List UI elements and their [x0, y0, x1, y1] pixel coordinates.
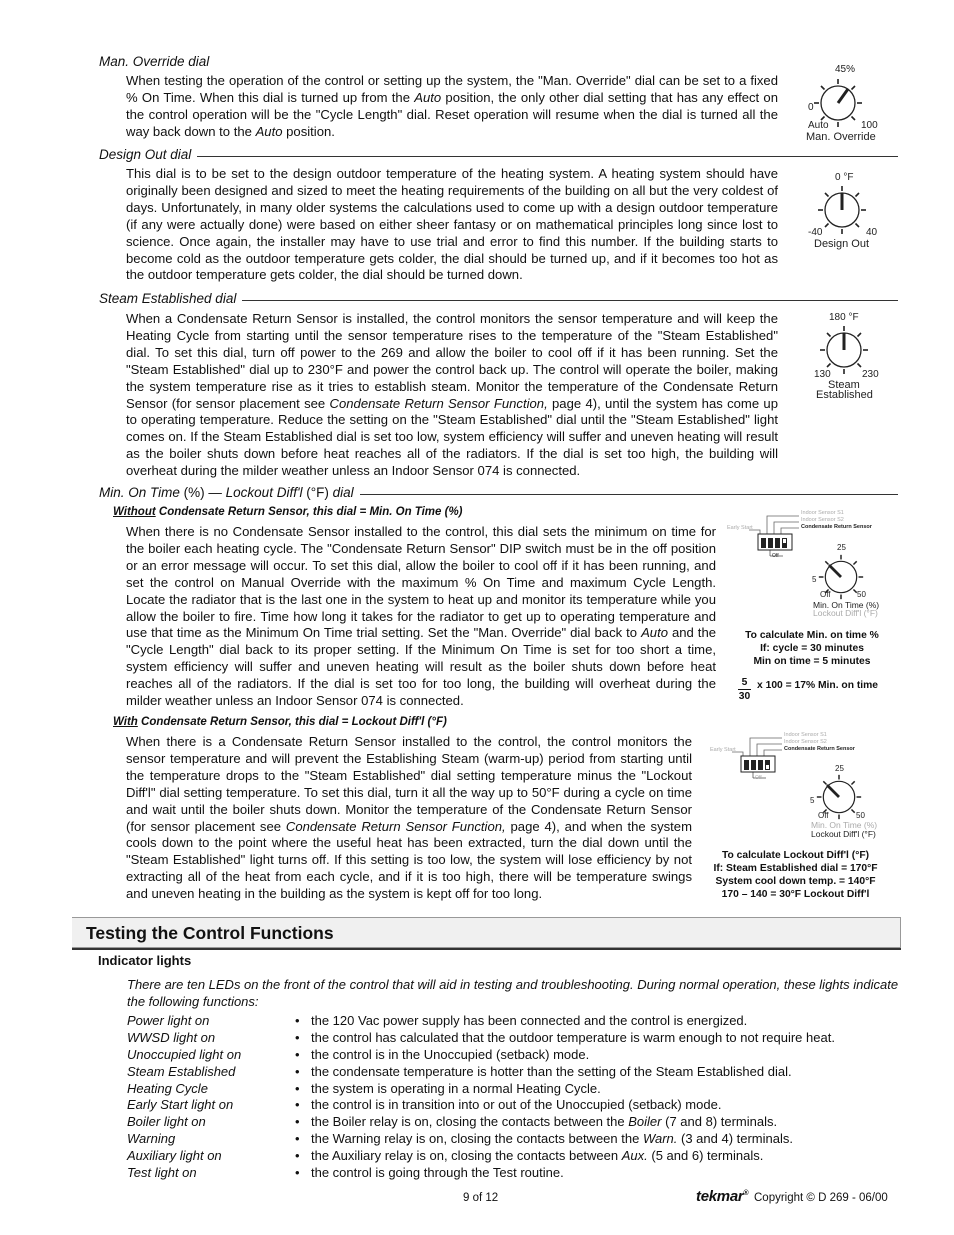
light-description: the system is operating in a normal Heating Cycle. [311, 1080, 601, 1096]
dial-auto-label: Auto [808, 120, 829, 131]
copyright: Copyright © D 269 - 06/00 [754, 1192, 888, 1204]
text: When there is no Condensate Sensor installed to the control, this dial sets the minimum on time for the boiler each heating cycle. The "Condensate Return Sensor" DIP switch must be in the off position or an error message will occur. To set this dial, allow the boiler to cool off if it has been running, and set the control on Manual Override with the maximum % On Time and maximum Cycle Length. Locate the radiator that is the last one in the system to heat up and monitor its temperature while you allow the boiler to fire. Time how long it takes for the radiator to get up to operating temperature and use that time as the Minimum On Time trial setting. Set the "Man. Override" dial back to [126, 524, 716, 641]
dial-off-label: Off [818, 811, 829, 820]
list-item [127, 1030, 835, 1047]
dip-label-s1: Indoor Sensor S1 [801, 510, 844, 516]
steam-established-heading-row [99, 291, 898, 306]
dial-name-line1: Min. On Time (%) [813, 600, 880, 610]
min-on-calculation [727, 629, 897, 668]
light-description: the control is in transition into or out of the Unoccupied (setback) mode. [311, 1097, 722, 1113]
text: (5 and 6) terminals. [647, 1148, 764, 1164]
text: and the "Cycle Length" dial back to its proper setting. If the Minimum On Time is set for too short a time, system efficiency will suffer and uneven heating will result as the boiler shuts down before heat reaches all of the radiators. If the dial is set too for too long, the building will overheat during the milder weather unless an Indoor Sensor 074 is connected. [126, 625, 717, 709]
bullet: • [295, 1013, 300, 1028]
light-description: the control has calculated that the outdoor temperature is warm enough to not require heat. [311, 1029, 835, 1045]
light-name: Warning [127, 1131, 176, 1147]
dial-right-label: 40 [866, 227, 878, 238]
dial-right-label: 230 [862, 369, 879, 380]
bullet: • [295, 1097, 300, 1113]
heading-part: Min. On Time [99, 485, 180, 500]
man-override-paragraph [126, 73, 778, 141]
light-name: Auxiliary light on [127, 1148, 222, 1164]
light-description [311, 1131, 793, 1148]
dial-name: Design Out [814, 238, 870, 250]
design-out-dial [816, 184, 868, 236]
reference-term: Condensate Return Sensor Function, [285, 818, 506, 834]
dip-label-off: Off [772, 553, 779, 559]
dial-name-line1: Steam [828, 379, 860, 391]
without-paragraph [126, 524, 716, 710]
dial-right-label: 100 [861, 120, 878, 131]
dial-left-label: 5 [810, 796, 815, 805]
terminal-term: Warn. [642, 1131, 678, 1147]
text: the Warning relay is on, closing the contacts between the [311, 1131, 643, 1147]
calc-line: To calculate Lockout Diff'l (°F) [721, 850, 870, 861]
section-bottom-rule [72, 948, 901, 950]
dip-label-crs: Condensate Return Sensor [784, 746, 855, 752]
text: Condensate Return Sensor, this dial = Min. On Time (%) [155, 506, 463, 518]
lockout-calculation [703, 849, 888, 901]
dial-top-label: 180 °F [829, 312, 859, 323]
text: the Auxiliary relay is on, closing the contacts between [311, 1148, 622, 1164]
text: (3 and 4) terminals. [677, 1131, 793, 1147]
list-item [127, 1013, 835, 1030]
list-item [127, 1131, 835, 1148]
bullet: • [295, 1063, 300, 1079]
indicator-lights-intro: There are ten LEDs on the front of the control that will aid in testing and troubleshooting. During normal operation, these lights indicate the following functions: [127, 977, 899, 1009]
dip-label-s2: Indoor Sensor S2 [784, 739, 827, 745]
light-description: the control is going through the Test routine. [311, 1165, 564, 1181]
light-name: Steam Established [127, 1063, 236, 1079]
light-name: WWSD light on [127, 1029, 216, 1045]
text: Condensate Return Sensor, this dial = Lockout Diff'l (°F) [137, 716, 447, 728]
registered-mark: ® [743, 1190, 749, 1197]
min-on-heading [99, 485, 360, 500]
underlined-term: Without [113, 506, 156, 518]
bullet: • [295, 1080, 300, 1096]
text: the Boiler relay is on, closing the contacts between the [311, 1114, 629, 1130]
text: position, the only other dial setting that has any effect on the control operation will be the "Cycle Length" dial. Reset operation will resume when the dial is turned all the way back down to the [126, 89, 778, 139]
dial-top-label: 0 °F [835, 172, 854, 183]
dial-name-line2: Lockout Diff'l (°F) [813, 608, 878, 618]
text: When a Condensate Return Sensor is installed, the control monitors the sensor temperature and will keep the Heating Cycle from starting until the sensor temperature rises to the temperature of the "Steam Established" dial. To set this dial, turn off power to the 269 and allow the boiler to cool off if it has been running. Set the "Steam Established" dial up to 230°F and power the control back up. The control will operate the boiler, making the system temperature rise as it tries to establish steam. Monitor the temperature of the Condensate Return Sensor (for sensor placement see [126, 311, 778, 411]
dial-left-label: 130 [814, 369, 831, 380]
dial-name-line2: Established [816, 389, 873, 401]
section-header-bar [72, 917, 901, 948]
without-subheading [113, 506, 463, 518]
text: position. [282, 123, 335, 139]
list-item [127, 1165, 835, 1182]
dial-name: Man. Override [806, 131, 876, 143]
dial-left-label: 5 [812, 575, 817, 584]
heading-rule [197, 156, 898, 157]
list-item [127, 1097, 835, 1114]
light-name: Heating Cycle [127, 1080, 208, 1096]
underlined-term: With [113, 716, 138, 728]
list-item [127, 1047, 835, 1064]
heading-part: (%) — [179, 485, 226, 500]
tekmar-logo [696, 1188, 748, 1205]
heading-rule [242, 300, 898, 301]
text: When there is a Condensate Return Sensor installed to the control, the control monitors the sensor temperature and will prevent the Establishing Steam (warm-up) period from starting until the temperature drops to the "Steam Established" dial setting temperature minus the "Lockout Diff'l" dial setting temperature. To set this dial, turn it all the way up to 50°F during a cycle on time and wait until the boiler shuts down. Monitor the temperature of the Condensate Return Sensor (for sensor placement see [126, 734, 692, 834]
light-name: Unoccupied light on [127, 1046, 242, 1062]
light-name: Early Start light on [127, 1097, 234, 1113]
logo-text: tekmar [696, 1188, 744, 1205]
heading-rule [360, 494, 898, 495]
man-override-heading-row [99, 54, 898, 69]
light-name: Boiler light on [127, 1114, 206, 1130]
list-item [127, 1148, 835, 1165]
light-description: the control is in the Unoccupied (setback) mode. [311, 1046, 590, 1062]
heading-part: dial [332, 485, 354, 500]
dial-right-label: 50 [857, 590, 866, 599]
text: page 4), and when the system cools down to the point where the useful heat has been extracted, turn the dial down until the "Steam Established" light turns off. If this setting is too low, the system will lose efficiency by not extracting all of the heat from each cycle, and if it is too high, there will be temperature swings and uneven heating in the building as the system is kept off for too long. [126, 818, 692, 902]
light-description: the 120 Vac power supply has been connected and the control is energized. [311, 1013, 748, 1028]
design-out-paragraph: This dial is to be set to the design outdoor temperature of the heating system. A heating system should have originally been designed and sized to meet the heating requirements of the building on all but the very coldest of days. Unfortunately, in many older systems the calculations used to come up with a design outdoor temperature (if any were actually done) were based on either sheer fantasy or on mathematical principles long since lost to science. Once again, the installer may have to use trial and error to find this number. If the building starts to become cold as the outdoor temperature gets colder, the dial should be turned up, and if it becomes too hot as the outdoor temperature gets colder, the dial should be turned down. [126, 166, 778, 283]
calc-line: To calculate Min. on time % [745, 630, 879, 641]
dip-label-s2: Indoor Sensor S2 [801, 517, 844, 523]
heading-part: Lockout Diff'l [225, 485, 303, 500]
page-number: 9 of 12 [463, 1192, 499, 1204]
auto-term: Auto [414, 89, 442, 105]
bullet: • [295, 1131, 300, 1147]
with-subheading [113, 716, 447, 728]
dip-label-off: Off [755, 775, 762, 781]
bullet: • [295, 1046, 300, 1062]
light-name: Test light on [127, 1165, 197, 1181]
calc-line: System cool down temp. = 140°F [715, 876, 876, 887]
dip-label-s1: Indoor Sensor S1 [784, 732, 827, 738]
bullet: • [295, 1165, 300, 1181]
auto-term: Auto [641, 625, 668, 641]
denominator: 30 [738, 691, 751, 702]
calc-line: If: cycle = 30 minutes [760, 643, 864, 654]
dip-label-early-start: Early Start [710, 747, 736, 753]
light-description [311, 1148, 763, 1165]
dial-name-line1: Min. On Time (%) [811, 820, 878, 830]
light-name: Power light on [127, 1013, 210, 1028]
with-paragraph [126, 734, 692, 903]
dial-left-label: 0 [808, 102, 814, 113]
dial-off-label: Off [820, 590, 831, 599]
calc-line: Min on time = 5 minutes [753, 656, 871, 667]
dip-label-early-start: Early Start [727, 525, 753, 531]
steam-established-heading: Steam Established dial [99, 291, 237, 306]
design-out-heading: Design Out dial [99, 147, 192, 162]
dial-name-line2: Lockout Diff'l (°F) [811, 829, 876, 839]
section-title: Testing the Control Functions [86, 923, 334, 943]
text: page 4), until the system has come up to operating temperature. Reduce the setting on the "Steam Established" dial until the "Steam Established" light comes on. If the Steam Established dial is set too low, system efficiency will suffer and uneven heating will result as the boiler shuts down before heat reaches all of the radiators. If the dial is set too high, the building will overheat during the milder weather unless an Indoor Sensor 074 is connected. [126, 395, 778, 479]
light-description [311, 1114, 777, 1131]
text: When testing the operation of the control or setting up the system, the "Man. Override" dial can be set to a fixed % On Time. When this dial is turned up from the [126, 73, 778, 105]
calc-result: x 100 = 17% Min. on time [757, 680, 879, 691]
bullet: • [295, 1029, 300, 1045]
heading-part: (°F) [302, 485, 333, 500]
steam-established-paragraph [126, 311, 778, 480]
dip-label-crs: Condensate Return Sensor [801, 524, 872, 530]
numerator: 5 [738, 676, 751, 690]
dial-top-label: 25 [835, 764, 844, 773]
reference-term: Condensate Return Sensor Function, [329, 395, 548, 411]
calc-line: 170 – 140 = 30°F Lockout Diff'l [721, 889, 870, 900]
terminal-term: Aux. [621, 1148, 648, 1164]
min-on-heading-row [99, 485, 898, 500]
fraction [738, 676, 751, 703]
indicator-lights-list [127, 1013, 835, 1182]
terminal-term: Boiler [628, 1114, 662, 1130]
dial-left-label: -40 [808, 227, 823, 238]
design-out-heading-row [99, 147, 898, 162]
list-item [127, 1081, 835, 1098]
bullet: • [295, 1148, 300, 1164]
text: (7 and 8) terminals. [661, 1114, 778, 1130]
indicator-lights-title: Indicator lights [98, 953, 192, 968]
dial-top-label: 25 [837, 543, 846, 552]
section-top-rule [362, 917, 900, 918]
auto-term: Auto [255, 123, 283, 139]
bullet: • [295, 1114, 300, 1130]
list-item [127, 1114, 835, 1131]
calc-line: If: Steam Established dial = 170°F [713, 863, 878, 874]
dial-top-label: 45% [835, 64, 856, 75]
list-item [127, 1064, 835, 1081]
dial-right-label: 50 [856, 811, 865, 820]
man-override-heading: Man. Override dial [99, 54, 210, 69]
light-description: the condensate temperature is hotter than the setting of the Steam Established dial. [311, 1063, 792, 1079]
